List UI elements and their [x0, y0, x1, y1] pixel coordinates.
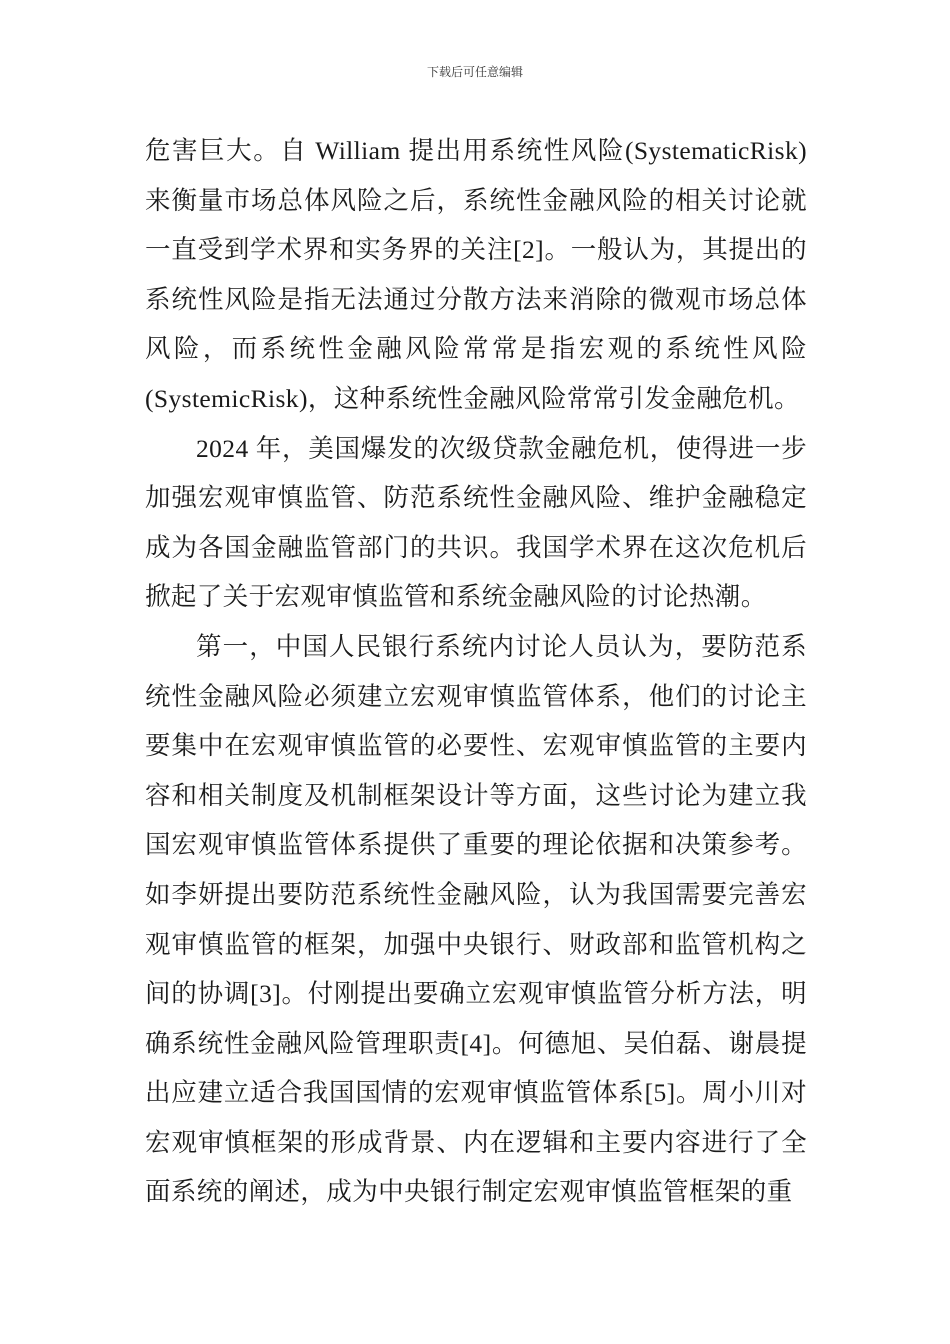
paragraph-1: 危害巨大。自 William 提出用系统性风险(SystematicRisk)来衡量市场总体风险之后，系统性金融风险的相关讨论就一直受到学术界和实务界的关注[2]。一般认为，其提出的系统性风险是指无法通过分散方法来消除的微观市场总体风险，而系统性金融风险常常是指宏观的系统性风险(SystemicRisk)，这种系统性金融风险常常引发金融危机。	[145, 136, 807, 413]
page-header: 下载后可任意编辑	[426, 65, 523, 79]
document-body	[145, 126, 807, 1217]
paragraph-2: 2024 年，美国爆发的次级贷款金融危机，使得进一步加强宏观审慎监管、防范系统性金融风险、维护金融稳定成为各国金融监管部门的共识。我国学术界在这次危机后掀起了关于宏观审慎监管和系统金融风险的讨论热潮。	[145, 433, 807, 612]
paragraph-3: 第一，中国人民银行系统内讨论人员认为，要防范系统性金融风险必须建立宏观审慎监管体系，他们的讨论主要集中在宏观审慎监管的必要性、宏观审慎监管的主要内容和相关制度及机制框架设计等方面，这些讨论为建立我国宏观审慎监管体系提供了重要的理论依据和决策参考。如李妍提出要防范系统性金融风险，认为我国需要完善宏观审慎监管的框架，加强中央银行、财政部和监管机构之间的协调[3]。付刚提出要确立宏观审慎监管分析方法，明确系统性金融风险管理职责[4]。何德旭、吴伯磊、谢晨提出应建立适合我国国情的宏观审慎监管体系[5]。周小川对宏观审慎框架的形成背景、内在逻辑和主要内容进行了全面系统的阐述，成为中央银行制定宏观审慎监管框架的重	[145, 631, 807, 1207]
